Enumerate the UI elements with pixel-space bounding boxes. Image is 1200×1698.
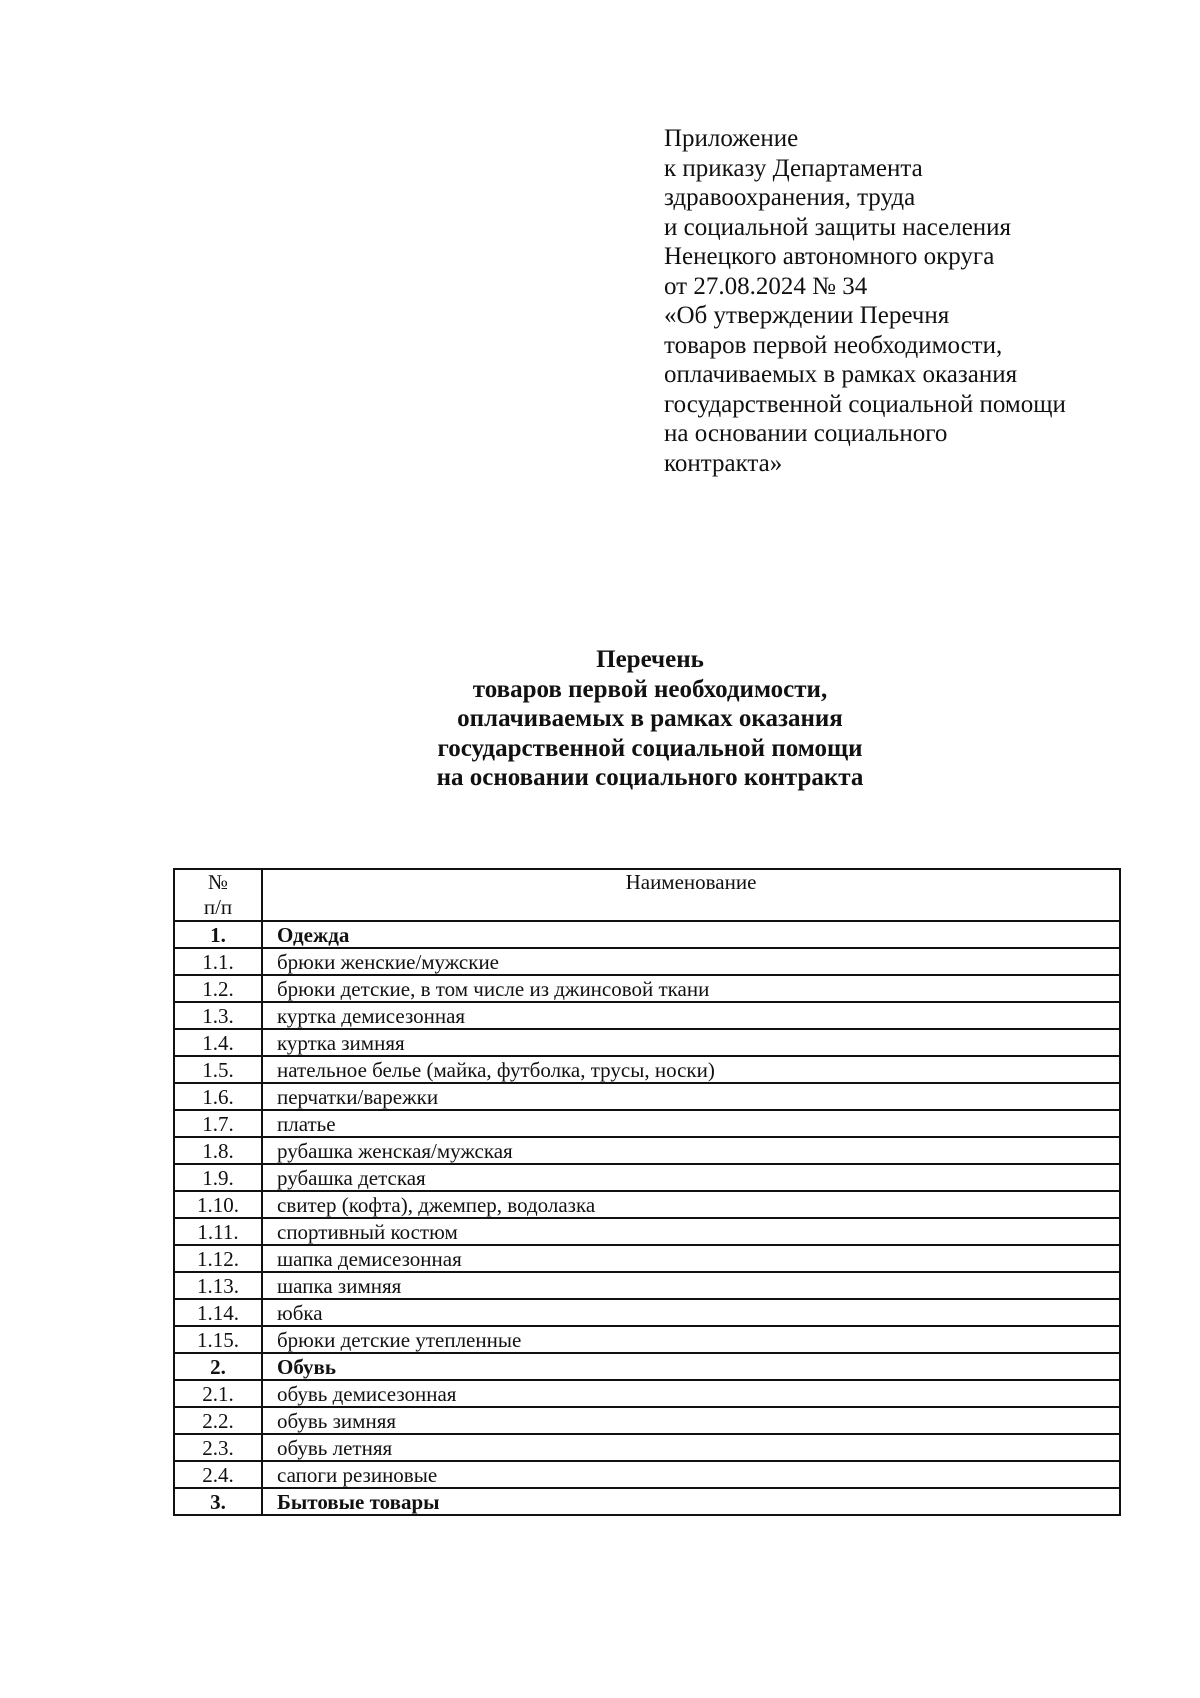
table-row (174, 948, 1120, 975)
header-number (174, 869, 262, 921)
table-row (174, 1137, 1120, 1164)
row-number: 2.3. (174, 1434, 262, 1461)
row-name: нательное белье (майка, футболка, трусы, носки) (262, 1056, 1120, 1083)
row-name: Одежда (262, 921, 1120, 948)
row-name: брюки женские/мужские (262, 948, 1120, 975)
row-name: Обувь (262, 1353, 1120, 1380)
row-name: шапка демисезонная (262, 1245, 1120, 1272)
row-number: 1.5. (174, 1056, 262, 1083)
row-number: 2.1. (174, 1380, 262, 1407)
row-number: 1.12. (174, 1245, 262, 1272)
table-section-row (174, 1353, 1120, 1380)
title-line: Перечень (596, 646, 704, 673)
appendix-line: «Об утверждении Перечня (664, 302, 950, 329)
header-number-symbol: № (207, 870, 229, 894)
table-row (174, 1434, 1120, 1461)
row-name: куртка зимняя (262, 1029, 1120, 1056)
table-header-row (174, 869, 1120, 921)
row-name: обувь летняя (262, 1434, 1120, 1461)
table-row (174, 1002, 1120, 1029)
table-row (174, 1299, 1120, 1326)
title-line: товаров первой необходимости, (472, 675, 828, 703)
table-body (174, 921, 1120, 1515)
title-line: оплачиваемых в рамках оказания (457, 705, 843, 732)
row-name: юбка (262, 1299, 1120, 1326)
table-row (174, 1407, 1120, 1434)
title-line: на основании социального контракта (436, 764, 864, 791)
row-name: сапоги резиновые (262, 1461, 1120, 1488)
appendix-line: оплачиваемых в рамках оказания (664, 361, 1018, 388)
appendix-line: Ненецкого автономного округа (664, 243, 995, 270)
table-row (174, 1326, 1120, 1353)
table-row (174, 1110, 1120, 1137)
document-title (0, 645, 1200, 793)
row-name: обувь зимняя (262, 1407, 1120, 1434)
table-row (174, 1083, 1120, 1110)
row-name: брюки детские, в том числе из джинсовой ткани (262, 975, 1120, 1002)
row-number: 1.1. (174, 948, 262, 975)
appendix-line: государственной социальной помощи (664, 390, 1066, 418)
row-number: 2.4. (174, 1461, 262, 1488)
row-number: 1. (174, 921, 262, 948)
row-number: 2.2. (174, 1407, 262, 1434)
appendix-line: от 27.08.2024 № 34 (664, 272, 868, 300)
row-number: 1.14. (174, 1299, 262, 1326)
row-name: свитер (кофта), джемпер, водолазка (262, 1191, 1120, 1218)
row-name: перчатки/варежки (262, 1083, 1120, 1110)
appendix-line: здравоохранения, труда (664, 184, 916, 211)
row-name: Бытовые товары (262, 1488, 1120, 1515)
row-name: рубашка детская (262, 1164, 1120, 1191)
row-number: 1.8. (174, 1137, 262, 1164)
appendix-line: Приложение (664, 125, 799, 152)
row-name: обувь демисезонная (262, 1380, 1120, 1407)
row-number: 1.11. (174, 1218, 262, 1245)
table-row (174, 1164, 1120, 1191)
row-number: 1.10. (174, 1191, 262, 1218)
row-number: 2. (174, 1353, 262, 1380)
table-row (174, 1272, 1120, 1299)
row-number: 1.6. (174, 1083, 262, 1110)
row-number: 1.2. (174, 975, 262, 1002)
row-number: 3. (174, 1488, 262, 1515)
header-name: Наименование (262, 869, 1120, 921)
table-row (174, 975, 1120, 1002)
table-row (174, 1245, 1120, 1272)
table-row (174, 1029, 1120, 1056)
goods-table (173, 868, 1121, 1516)
appendix-line: к приказу Департамента (664, 154, 923, 182)
table-row (174, 1218, 1120, 1245)
table-row (174, 1380, 1120, 1407)
appendix-line: контракта» (664, 449, 783, 477)
row-name: рубашка женская/мужская (262, 1137, 1120, 1164)
table-row (174, 1056, 1120, 1083)
row-name: куртка демисезонная (262, 1002, 1120, 1029)
row-number: 1.15. (174, 1326, 262, 1353)
appendix-line: на основании социального (664, 420, 948, 447)
title-line: государственной социальной помощи (437, 734, 863, 762)
table-section-row (174, 921, 1120, 948)
row-number: 1.3. (174, 1002, 262, 1029)
row-number: 1.13. (174, 1272, 262, 1299)
row-name: шапка зимняя (262, 1272, 1120, 1299)
row-number: 1.9. (174, 1164, 262, 1191)
appendix-line: и социальной защиты населения (664, 213, 1012, 241)
appendix-line: товаров первой необходимости, (664, 331, 1003, 359)
row-number: 1.4. (174, 1029, 262, 1056)
header-number-abbrev: п/п (203, 895, 233, 919)
row-name: брюки детские утепленные (262, 1326, 1120, 1353)
table-row (174, 1191, 1120, 1218)
row-number: 1.7. (174, 1110, 262, 1137)
table-section-row (174, 1488, 1120, 1515)
row-name: платье (262, 1110, 1120, 1137)
appendix-block (664, 124, 1164, 478)
row-name: спортивный костюм (262, 1218, 1120, 1245)
table-row (174, 1461, 1120, 1488)
